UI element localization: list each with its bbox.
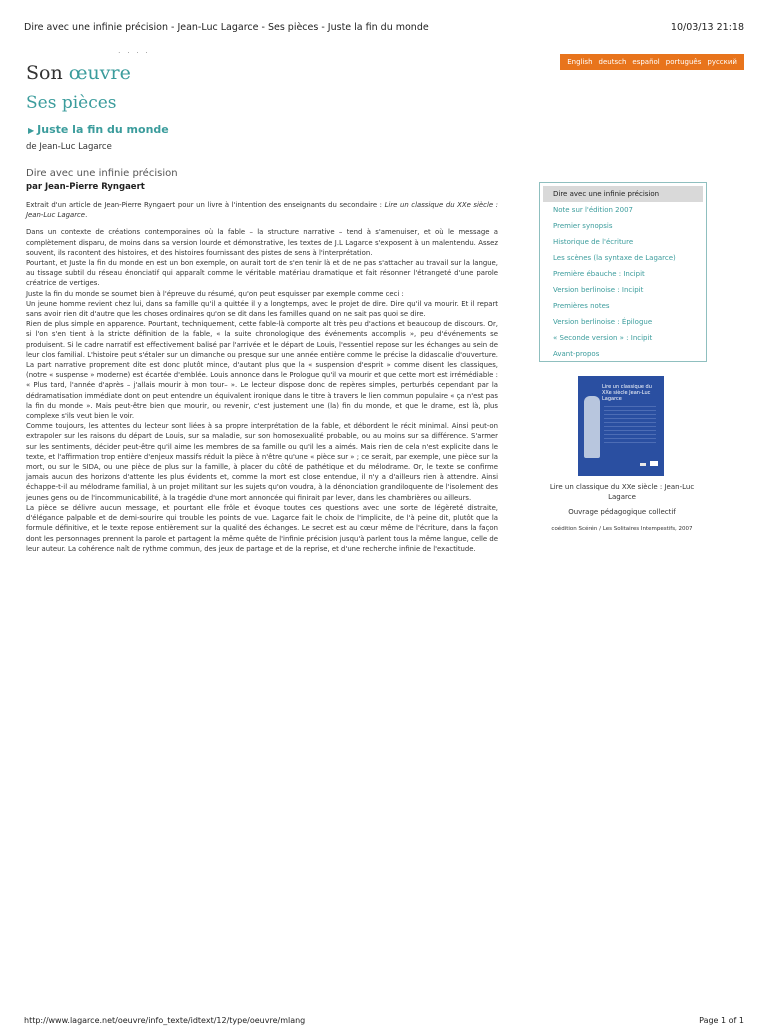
cover-lines [604,406,656,446]
sidebar-item-avant-propos[interactable]: Avant-propos [553,350,600,358]
paragraph-4: Un jeune homme revient chez lui, dans sa famille qu'il a quittée il y a longtemps, avec le projet de dire. Dire qu'il va mourir. Et il repart sans avoir rien dit d'autre que les choses ordinaires qu'on se dit dans les familles quand on ne sait pas quoi se dire. [26,299,498,319]
sidebar-item-seconde-version[interactable]: « Seconde version » : Incipit [553,334,653,342]
article-body [26,200,498,554]
book-credit: coédition Scérén / Les Solitaires Intempestifs, 2007 [551,526,693,532]
language-deutsch[interactable]: deutsch [598,58,627,66]
paragraph-7: La pièce se délivre aucun message, et pourtant elle frôle et évoque toutes ces questions avec une sorte de légèreté distraite, d'élégance palpable et de demi-sourire qui trouble les points de vue. Lagarce fait le choix de l'implicite, de l'à peine dit, plutôt que la formule définitive, et le texte repose entièrement sur la qualité des échanges. Le secret est au cœur même de l'écriture, dans la façon dont les personnages prennent la parole et partagent la même quête de l'infinie précision jusqu'à parlent tous la même langue, celle de leur auteur. La cohérence naît de rythme commun, des jeux de partage et de la reprise, et d'une recherche infinie de l'exactitude. [26,503,498,553]
print-header [24,22,744,36]
print-header-datetime: 10/03/13 21:18 [670,22,744,33]
paragraph-2: Pourtant, et Juste la fin du monde en est un bon exemple, on aurait tort de s'en tenir là et de ne pas s'attacher au travail sur la langue, au tissage subtil du réseau énonciatif qui apparaît comme le véritable matériau dramatique et fait résonner l'étrangeté d'une parole créatrice de vertiges. [26,259,498,288]
section-son: Son [26,62,63,84]
play-title[interactable] [28,123,169,136]
section-title [26,62,131,84]
sidebar-item-scenes[interactable]: Les scènes (la syntaxe de Lagarce) [553,254,676,262]
sidebar-nav [539,182,707,362]
article-intro [26,200,498,220]
statue-figure [584,396,600,458]
breadcrumb: . . . . [118,46,150,55]
paragraph-1: Dans un contexte de créations contemporaines où la fable – la structure narrative – tend à s'amenuiser, et où le message a complètement disparu, de moins dans sa version lourde et démonstrative, les textes de J.L Lagarce s'exposent à un malentendu. Assez souvent, ils racontent des histoires, et des histoires fournissant des pistes de sens à l'interprétation. [26,228,498,257]
publisher-logo-2 [650,461,658,466]
book-subcaption: Ouvrage pédagogique collectif [568,508,676,516]
byline: de Jean-Luc Lagarce [26,142,112,152]
article-title: Dire avec une infinie précision [26,168,178,179]
language-russian[interactable]: русский [707,58,737,66]
section-oeuvre: œuvre [68,62,131,84]
publisher-logo [640,463,646,466]
language-portugues[interactable]: português [665,58,702,66]
sidebar-item-note-edition[interactable]: Note sur l'édition 2007 [553,206,633,214]
print-footer-page: Page 1 of 1 [699,1016,744,1025]
language-espanol[interactable]: español [632,58,660,66]
play-arrow-icon: ▶ [28,126,35,135]
sidebar-item-premier-synopsis[interactable]: Premier synopsis [553,222,613,230]
sidebar-item-berlinoise-incipit[interactable]: Version berlinoise : Incipit [553,286,644,294]
sidebar-item-premieres-notes[interactable]: Premières notes [553,302,610,310]
paragraph-6: Comme toujours, les attentes du lecteur sont liées à sa propre interprétation de la fable, et débordent le récit minimal. Ainsi peut-on extrapoler sur les raisons du départ de Louis, sur sa maladie, sur son homosexualité probable, ou au moins sur sa différence. S'armer sur les sentiments, décider peut-être qu'il aime les membres de sa famille ou qu'il les a aimés. Mais rien de cela n'est explicite dans le texte, et l'affirmation trop entière d'enjeux massifs réduit la pièce à n'être qu'une « pièce sur » ; ce serait, par exemple, une pièce sur la mort, ou sur le SIDA, ou une pièce de plus sur la famille, à placer du côté de pathétique et du mélodrame. Or, le texte se confirme jamais aucun des horizons d'attente les plus évidents et, comme la mort est close entendue, il n'y a d'ailleurs rien à attendre. Ainsi échappe-t-il au mélodrame familial, à un projet militant sur les sujets qu'on voudra, à la dénonciation grandiloquente de l'isolement des jeunes gens ou de l'incommunicabilité, à la tragédie d'une mort annoncée qui finirait par lever, dans les chambrières ou ailleurs. [26,422,498,502]
play-title-text: Juste la fin du monde [37,123,169,136]
print-header-title: Dire avec une infinie précision - Jean-Luc Lagarce - Ses pièces - Juste la fin du monde [24,22,429,33]
book-cover-image[interactable] [578,376,664,476]
book-caption: Lire un classique du XXe siècle : Jean-Luc Lagarce [549,483,695,501]
book-cover-text: Lire un classique du XXe siècle Jean-Luc Lagarce [602,384,652,402]
language-english[interactable]: English [567,58,593,66]
sidebar-item-dire[interactable]: Dire avec une infinie précision [543,186,703,202]
language-bar [560,54,744,70]
paragraph-5: Rien de plus simple en apparence. Pourtant, techniquement, cette fable-là comporte alt très peu d'actions et beaucoup de discours. Or, si l'on s'en tient à la stricte définition de la fable, « la suite chronologique des événements accomplis », peu d'événements se produisent. Si le cadre narratif est effectivement balisé par l'arrivée et le départ de Louis, l'essentiel repose sur les échanges au sein de leur clos familial. L'histoire peut s'étaler sur un dimanche ou presque sur une année entière comme le précise la didascalie d'ouverture. La part narrative proprement dite est donc plutôt mince, d'autant plus que la « suspension d'esprit » comme disent les classiques, (notre « suspense » moderne) est écartée d'emblée. Louis annonce dans le Prologue qu'il va mourir et que cette mort est irrémédiable : « Plus tard, l'année d'après – j'allais mourir à mon tour– ». Le lecteur dispose donc de repères simples, perturbés cependant par la dédramatisation immédiate dont on peut entendre un équivalent ironique dans le titre à travers le lien commun populaire « ça n'est pas la fin du monde ». Mais peut-être bien que mourir, ou revenir, c'est justement une (la) fin du monde, et que le drame, est là, plus complexe s'ils veut bien le voir. [26,320,498,421]
intro-end: . [85,211,88,220]
intro-book: Lire un classique du XXe siècle : Jean-Luc Lagarce [26,201,498,220]
sidebar-item-historique[interactable]: Historique de l'écriture [553,238,634,246]
section-subtitle: Ses pièces [26,93,117,113]
article-author: par Jean-Pierre Ryngaert [26,182,145,192]
sidebar-item-berlinoise-epilogue[interactable]: Version berlinoise : Épilogue [553,318,653,326]
print-footer-url: http://www.lagarce.net/oeuvre/info_texte/idtext/12/type/oeuvre/mlang [24,1016,306,1025]
paragraph-3: Juste la fin du monde se soumet bien à l'épreuve du résumé, qu'on peut esquisser par exemple comme ceci : [26,289,404,298]
print-footer [24,1016,744,1026]
intro-text: Extrait d'un article de Jean-Pierre Ryngaert pour un livre à l'intention des enseignants du secondaire : [26,201,385,209]
sidebar-item-premiere-ebauche[interactable]: Première ébauche : Incipit [553,270,645,278]
